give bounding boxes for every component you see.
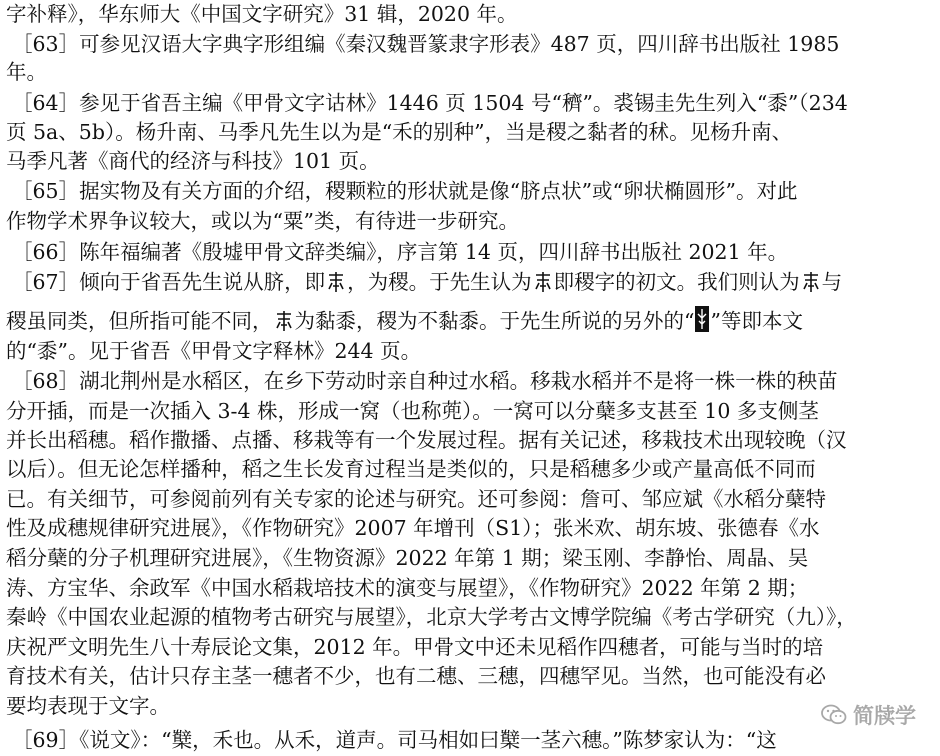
ancient-glyph-icon [533,271,553,300]
watermark [821,700,916,730]
text-line: 分开插，而是一次插入 3-4 株，形成一窝（也称蔸）。一窝可以分蘖多支甚至 10 多支侧茎 [6,399,819,423]
text-line [6,306,803,334]
text-line: 以后）。但无论怎样播种，稻之生长发育过程当是类似的，只是稻穗多少或产量高低不同而 [6,457,816,481]
text-line: 性及成穗规律研究进展》，《作物研究》2007 年增刊（S1）；张米欢、胡东坡、张德春《水 [6,516,820,540]
text-line: 要均表现于文字。 [6,694,170,718]
note-66-line: ［66］陈年福编著《殷墟甲骨文辞类编》，序言第 14 页，四川辞书出版社 2021 年。 [12,240,789,264]
text-line: 已。有关细节，可参阅前列有关专家的论述与研究。还可参阅：詹可、邹应斌《水稻分蘖特 [6,487,826,511]
note-68-line: ［68］湖北荆州是水稻区，在乡下劳动时亲自种过水稻。移栽水稻并不是将一株一株的秧苗 [12,369,838,393]
ancient-glyph-icon [274,310,294,339]
text-segment: 为黏黍，稷为不黏黍。于先生所说的另外的“ [294,309,695,333]
text-segment: ”等即本文 [710,309,803,333]
text-line: 庆祝严文明先生八十寿辰论文集，2012 年。甲骨文中还未见稻作四穗者，可能与当时的培 [6,635,824,659]
wechat-icon [821,704,847,726]
text-line: 涛、方宝华、余政军《中国水稻栽培技术的演变与展望》，《作物研究》2022 年第 2 期； [6,576,809,600]
text-segment: 稷虽同类，但所指可能不同， [6,309,273,333]
text-segment: 与 [821,270,843,294]
note-63-line: ［63］可参见汉语大字典字形组编《秦汉魏晋篆隶字形表》487 页，四川辞书出版社 1985 [12,32,840,56]
text-line: 马季凡著《商代的经济与科技》101 页。 [6,149,380,173]
oracle-bone-glyph-icon [695,306,709,339]
text-line: 字补释》，华东师大《中国文字研究》31 辑，2020 年。 [6,2,518,26]
text-segment: 即稷字的初文。我们则认为 [553,270,800,294]
text-line: 页 5a、5b）。杨升南、马季凡先生以为是“禾的别种”，当是稷之黏者的秫。见杨升南、 [6,120,793,144]
text-segment: ［67］倾向于省吾先生说从脐，即 [12,270,326,294]
ancient-glyph-icon [801,271,821,300]
note-64-line: ［64］参见于省吾主编《甲骨文字诂林》1446 页 1504 号“穧”。裘锡圭先生列入“黍”（234 [12,91,848,115]
text-segment: ，为稷。于先生认为 [347,270,532,294]
note-67-line [12,268,842,296]
text-line: 育技术有关，估计只存主茎一穗者不少，也有二穗、三穗，四穗罕见。当然，也可能没有必 [6,664,826,688]
watermark-text: 简牍学 [853,704,916,728]
text-line: 的“黍”。见于省吾《甲骨文字释林》244 页。 [6,339,422,363]
text-line: 稻分蘖的分子机理研究进展》，《生物资源》2022 年第 1 期；梁玉刚、李静怡、周晶、吴 [6,546,809,570]
text-line: 作物学术界争议较大，或以为“粟”类，有待进一步研究。 [6,209,519,233]
text-line: 秦岭《中国农业起源的植物考古研究与展望》，北京大学考古文博学院编《考古学研究（九）》， [6,605,857,629]
ancient-glyph-icon [326,271,346,300]
text-line: 并长出稻穗。稻作撒播、点播、移栽等有一个发展过程。据有关记述，移栽技术出现较晚（汉 [6,428,847,452]
note-65-line: ［65］据实物及有关方面的介绍，稷颗粒的形状就是像“脐点状”或“卵状椭圆形”。对此 [12,179,798,203]
note-69-line: ［69］《说文》：“櫱，禾也。从禾，道声。司马相如曰櫱一茎六穗。”陈梦家认为：“这 [12,728,777,752]
text-line: 年。 [6,60,47,84]
